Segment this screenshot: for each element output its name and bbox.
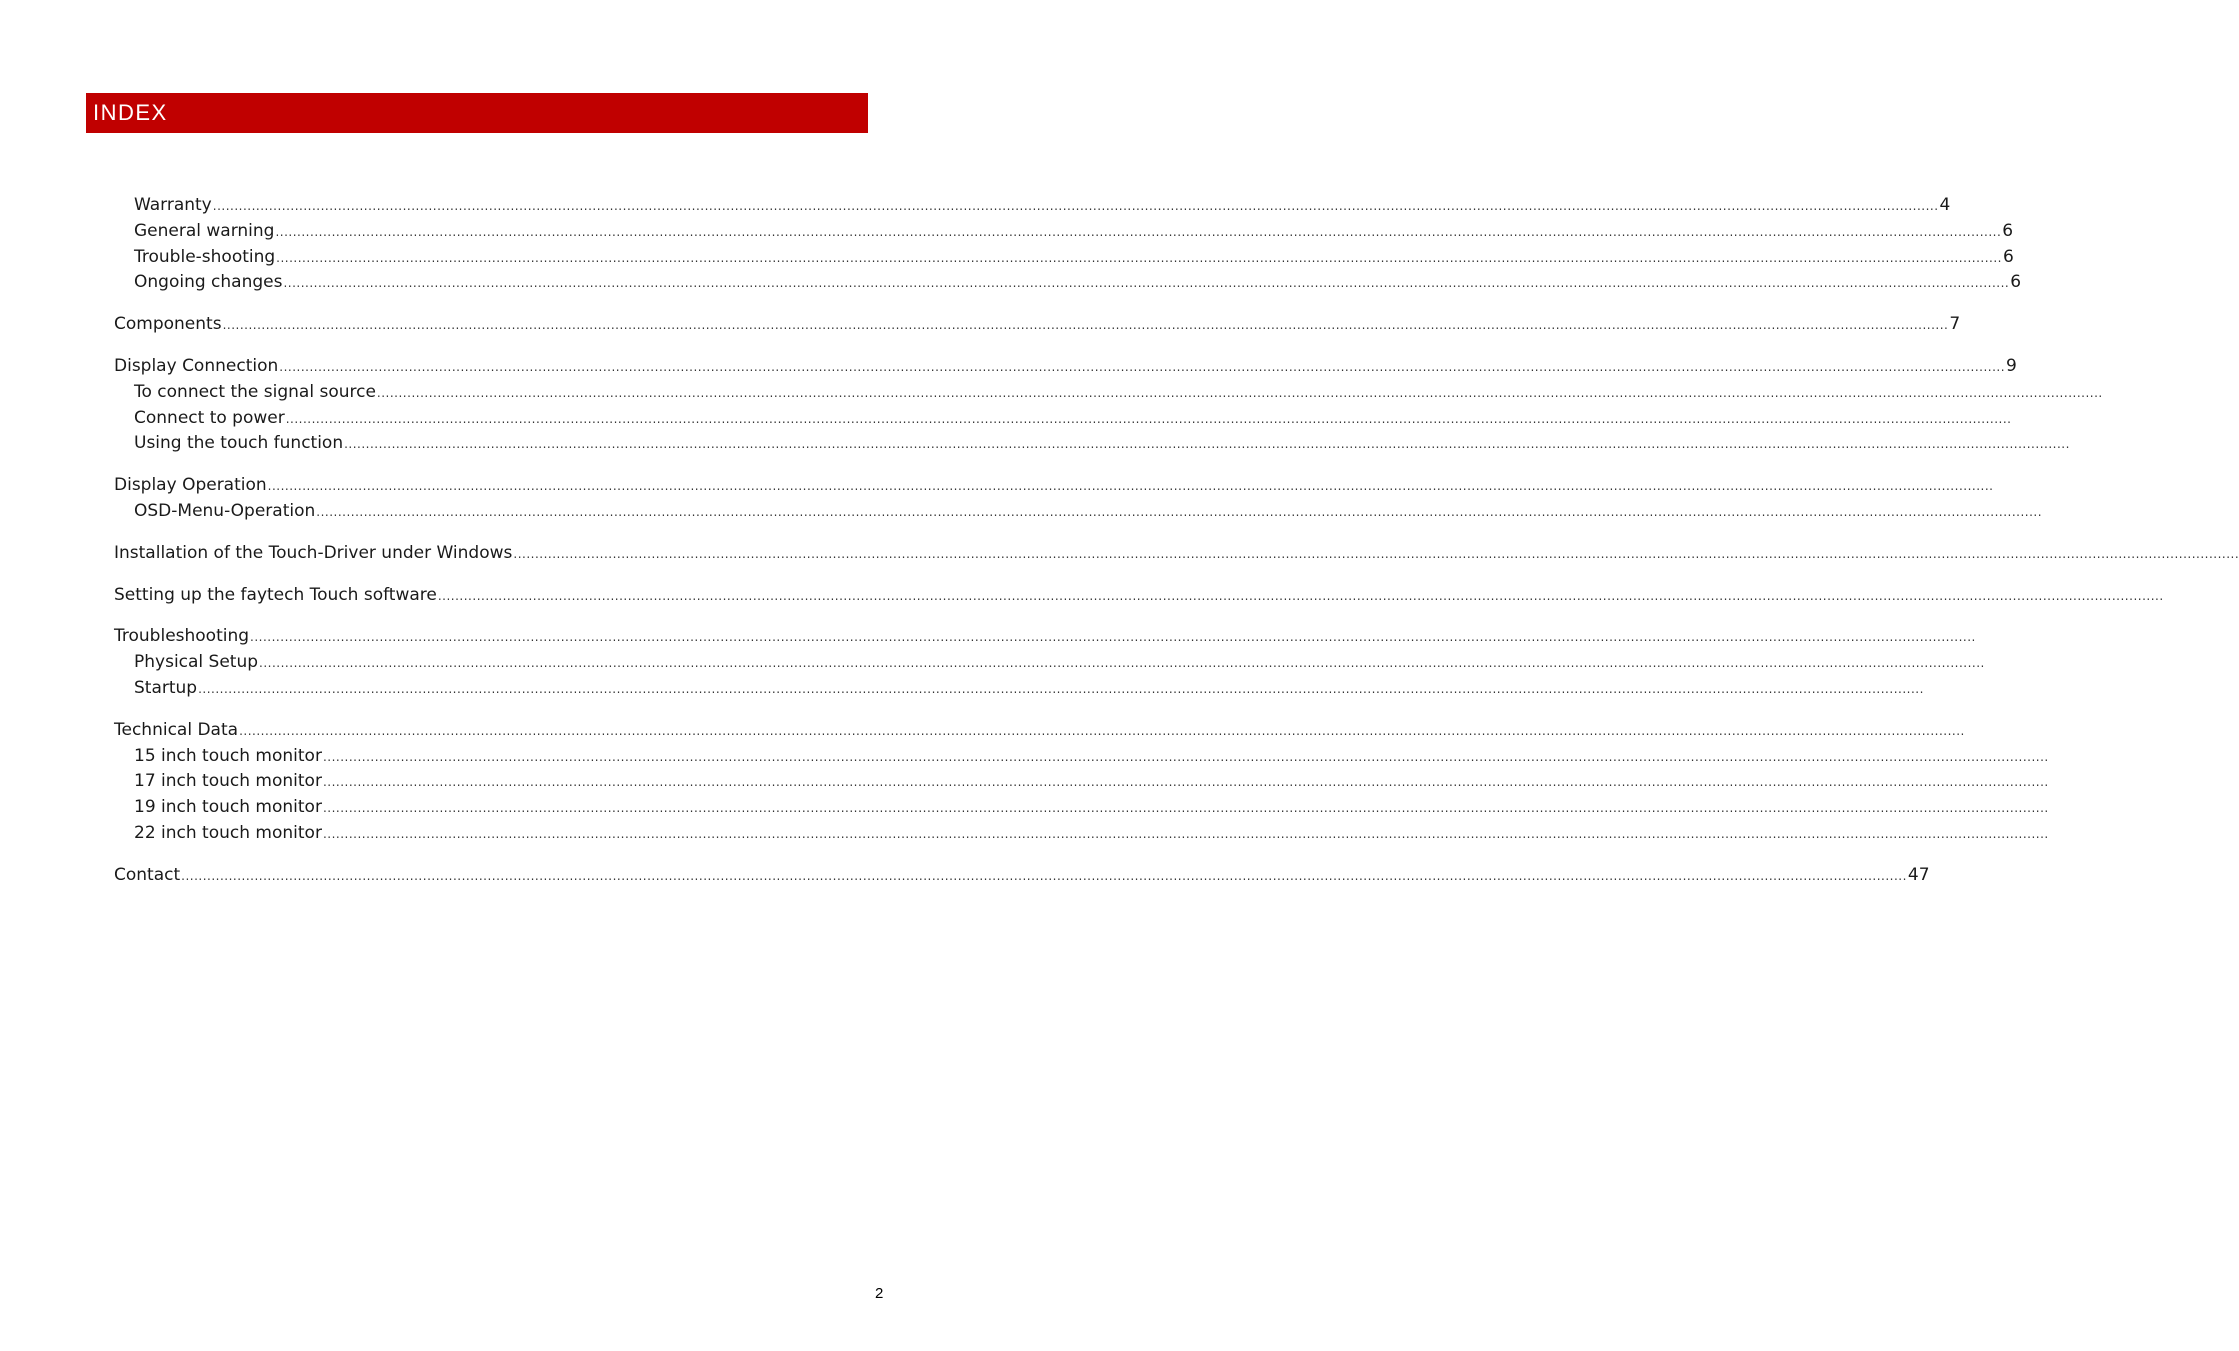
- toc-entry[interactable]: General warning ................................................................................................................................................................................................................................................................................................................................................................................................................ 6: [114, 219, 858, 245]
- page-title: INDEX: [93, 100, 168, 125]
- toc-entry-label: Technical Data: [114, 719, 239, 740]
- toc-entry[interactable]: Components ................................................................................................................................................................................................................................................................................................................................................................................................................ 7: [114, 312, 858, 338]
- toc-group: [114, 354, 2103, 457]
- toc-entry-label: Trouble-shooting: [134, 246, 276, 267]
- toc-group: [114, 312, 1961, 338]
- dot-leader: ................................................................................................................................................................................................................................................................................................................................................................................................................: [322, 749, 2049, 764]
- toc-entry-label: Connect to power: [134, 407, 285, 428]
- index-banner: [86, 93, 868, 133]
- toc-group: [114, 473, 2043, 525]
- toc-entry[interactable]: [114, 473, 1994, 499]
- dot-leader: ................................................................................................................................................................................................................................................................................................................................................................................................................: [276, 250, 2002, 265]
- dot-leader: ................................................................................................................................................................................................................................................................................................................................................................................................................: [275, 224, 2002, 239]
- toc-group: [114, 718, 2049, 847]
- toc-group: [114, 624, 1985, 701]
- toc-entry-label: Physical Setup: [134, 652, 259, 673]
- toc-group: [114, 193, 2022, 296]
- toc-entry[interactable]: [114, 431, 2070, 457]
- toc-group: [114, 583, 2164, 609]
- dot-leader: ................................................................................................................................................................................................................................................................................................................................................................................................................: [279, 359, 2006, 374]
- toc-entry-label: Using the touch function: [134, 433, 344, 454]
- toc-entry[interactable]: Warranty ................................................................................................................................................................................................................................................................................................................................................................................................................ 4: [114, 193, 858, 219]
- toc-entry-label: Warranty: [134, 195, 212, 215]
- toc-entry-label: Startup: [134, 677, 198, 698]
- dot-leader: ................................................................................................................................................................................................................................................................................................................................................................................................................: [259, 656, 1985, 671]
- toc-entry[interactable]: [114, 676, 1924, 702]
- table-of-contents: [114, 193, 2239, 905]
- toc-entry[interactable]: [114, 718, 1965, 744]
- toc-entry[interactable]: [114, 499, 2043, 525]
- toc-entry[interactable]: [114, 650, 1985, 676]
- toc-entry-label: 17 inch touch monitor: [134, 771, 322, 792]
- toc-entry-label: General warning: [134, 220, 275, 241]
- toc-entry[interactable]: Contact ................................................................................................................................................................................................................................................................................................................................................................................................................ 47: [114, 863, 858, 889]
- toc-entry-label: Components: [114, 314, 222, 335]
- dot-leader: ................................................................................................................................................................................................................................................................................................................................................................................................................: [283, 276, 2010, 291]
- toc-entry-label: 19 inch touch monitor: [134, 797, 322, 818]
- toc-entry[interactable]: [114, 624, 1976, 650]
- toc-entry[interactable]: Ongoing changes ................................................................................................................................................................................................................................................................................................................................................................................................................ 6: [114, 270, 858, 296]
- dot-leader: ................................................................................................................................................................................................................................................................................................................................................................................................................: [267, 479, 1994, 494]
- dot-leader: ................................................................................................................................................................................................................................................................................................................................................................................................................: [285, 411, 2012, 426]
- dot-leader: ................................................................................................................................................................................................................................................................................................................................................................................................................: [250, 630, 1976, 645]
- toc-entry-label: Installation of the Touch-Driver under Windows: [114, 542, 513, 563]
- toc-entry-label: Troubleshooting: [114, 626, 250, 647]
- dot-leader: ................................................................................................................................................................................................................................................................................................................................................................................................................: [316, 504, 2043, 519]
- dot-leader: ................................................................................................................................................................................................................................................................................................................................................................................................................: [322, 826, 2049, 841]
- toc-entry-label: To connect the signal source: [134, 381, 376, 402]
- toc-entry[interactable]: [114, 380, 2103, 406]
- toc-group: [114, 863, 1930, 889]
- dot-leader: ................................................................................................................................................................................................................................................................................................................................................................................................................: [239, 723, 1965, 738]
- dot-leader: ................................................................................................................................................................................................................................................................................................................................................................................................................: [376, 385, 2103, 400]
- dot-leader: ................................................................................................................................................................................................................................................................................................................................................................................................................: [222, 318, 1949, 333]
- dot-leader: ................................................................................................................................................................................................................................................................................................................................................................................................................: [322, 801, 2049, 816]
- toc-entry[interactable]: [114, 769, 2049, 795]
- toc-entry[interactable]: Display Connection ................................................................................................................................................................................................................................................................................................................................................................................................................ 9: [114, 354, 858, 380]
- toc-entry[interactable]: [114, 406, 2012, 432]
- toc-entry[interactable]: [114, 744, 2049, 770]
- toc-entry-label: 15 inch touch monitor: [134, 745, 322, 766]
- toc-group: [114, 541, 2239, 567]
- toc-entry-label: Display Operation: [114, 475, 267, 496]
- dot-leader: ................................................................................................................................................................................................................................................................................................................................................................................................................: [513, 546, 2239, 561]
- toc-entry[interactable]: Trouble-shooting ................................................................................................................................................................................................................................................................................................................................................................................................................ 6: [114, 245, 858, 271]
- toc-entry-label: Setting up the faytech Touch software: [114, 584, 437, 605]
- dot-leader: ................................................................................................................................................................................................................................................................................................................................................................................................................: [322, 775, 2049, 790]
- toc-entry[interactable]: [114, 583, 2164, 609]
- toc-entry-label: Contact: [114, 864, 181, 885]
- toc-entry[interactable]: [114, 795, 2049, 821]
- dot-leader: ................................................................................................................................................................................................................................................................................................................................................................................................................: [181, 868, 1907, 883]
- dot-leader: ................................................................................................................................................................................................................................................................................................................................................................................................................: [437, 588, 2164, 603]
- toc-entry-label: Display Connection: [114, 355, 279, 376]
- toc-entry-label: OSD-Menu-Operation: [134, 500, 316, 521]
- toc-entry-label: 22 inch touch monitor: [134, 822, 322, 843]
- dot-leader: ................................................................................................................................................................................................................................................................................................................................................................................................................: [198, 681, 1924, 696]
- toc-entry-label: Ongoing changes: [134, 272, 283, 293]
- dot-leader: ................................................................................................................................................................................................................................................................................................................................................................................................................: [212, 199, 1939, 213]
- dot-leader: ................................................................................................................................................................................................................................................................................................................................................................................................................: [344, 437, 2070, 452]
- toc-entry[interactable]: [114, 821, 2049, 847]
- toc-entry[interactable]: [114, 541, 2239, 567]
- page-number: 2: [875, 1285, 884, 1302]
